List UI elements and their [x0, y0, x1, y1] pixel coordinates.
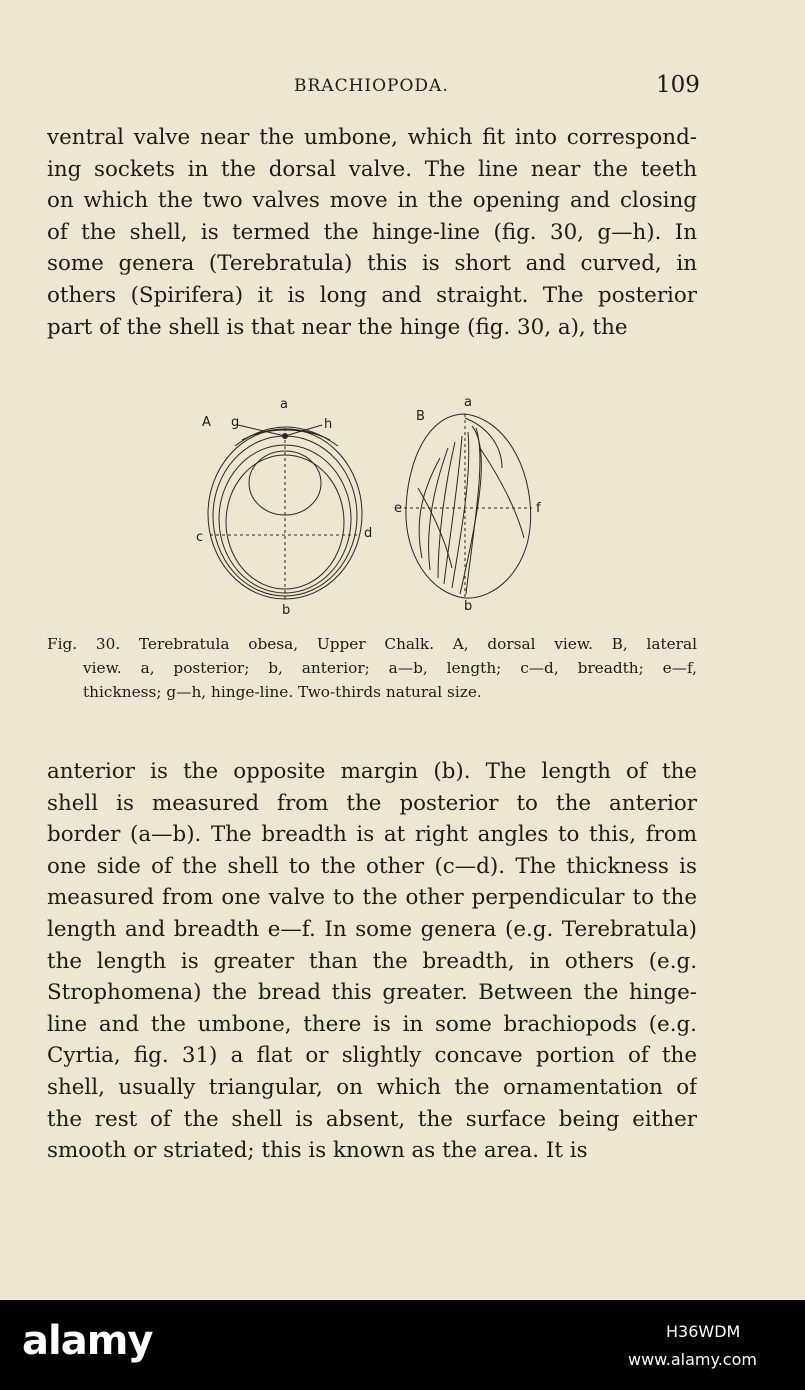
- text-line: shell is measured from the posterior to the anterior: [47, 790, 697, 816]
- lateral-view-drawing: [404, 414, 532, 598]
- text-line: some genera (Terebratula) this is short and curved, in: [47, 251, 697, 277]
- caption-line: thickness; g—h, hinge-line. Two-thirds natural size.: [83, 683, 482, 701]
- label-d: d: [364, 526, 373, 541]
- text-line: line and the umbone, there is in some brachiopods (e.g.: [47, 1011, 697, 1037]
- label-B: B: [416, 409, 425, 424]
- beak-mark: [282, 433, 288, 439]
- text-line: Strophomena) the bread this greater. Between the hinge-: [47, 980, 697, 1006]
- text-line: measured from one valve to the other perpendicular to the: [47, 885, 697, 911]
- text-line: on which the two valves move in the opening and closing: [47, 188, 697, 214]
- label-a-dorsal: a: [280, 397, 288, 412]
- paragraph-bottom: [47, 756, 697, 1167]
- text-line: anterior is the opposite margin (b). The length of the: [47, 759, 697, 784]
- label-b-dorsal: b: [282, 603, 291, 618]
- text-line: the rest of the shell is absent, the surface being either: [47, 1106, 697, 1132]
- page-header: [0, 72, 805, 100]
- text-line: part of the shell is that near the hinge (fig. 30, a), the: [47, 314, 628, 340]
- label-b-lateral: b: [464, 599, 473, 614]
- label-e: e: [394, 501, 402, 516]
- text-line: border (a—b). The breadth is at right angles to this, from: [47, 822, 697, 848]
- paragraph-top: [47, 122, 697, 343]
- text-line: ventral valve near the umbone, which fit into correspond-: [47, 125, 697, 150]
- text-line: smooth or striated; this is known as the area. It is: [47, 1138, 588, 1164]
- caption-line: view. a, posterior; b, anterior; a—b, length; c—d, breadth; e—f,: [83, 659, 697, 677]
- figure-caption: [47, 632, 697, 704]
- caption-line: Fig. 30. Terebratula obesa, Upper Chalk. A, dorsal view. B, lateral: [47, 635, 697, 653]
- label-a-lateral: a: [464, 395, 472, 410]
- shell-figure: [190, 388, 560, 620]
- label-g: g: [231, 415, 240, 430]
- text-line: others (Spirifera) it is long and straight. The posterior: [47, 282, 697, 308]
- text-line: Cyrtia, fig. 31) a flat or slightly concave portion of the: [47, 1043, 697, 1069]
- text-line: length and breadth e—f. In some genera (e.g. Terebratula): [47, 916, 697, 942]
- text-line: of the shell, is termed the hinge-line (fig. 30, g—h). In: [47, 219, 697, 245]
- dorsal-view-drawing: [208, 425, 362, 602]
- alamy-logo: alamy: [22, 1318, 153, 1364]
- text-line: ing sockets in the dorsal valve. The line near the teeth: [47, 156, 697, 182]
- label-A: A: [202, 415, 211, 430]
- running-head: BRACHIOPODA.: [294, 76, 449, 96]
- image-id: H36WDM: [666, 1322, 741, 1341]
- page-number: 109: [656, 72, 700, 98]
- label-c: c: [196, 530, 204, 545]
- text-line: the length is greater than the breadth, in others (e.g.: [47, 948, 697, 974]
- site-url: www.alamy.com: [628, 1350, 757, 1369]
- text-line: one side of the shell to the other (c—d). The thickness is: [47, 853, 697, 879]
- label-h: h: [324, 417, 333, 432]
- label-f: f: [536, 501, 541, 516]
- text-line: shell, usually triangular, on which the ornamentation of: [47, 1074, 697, 1100]
